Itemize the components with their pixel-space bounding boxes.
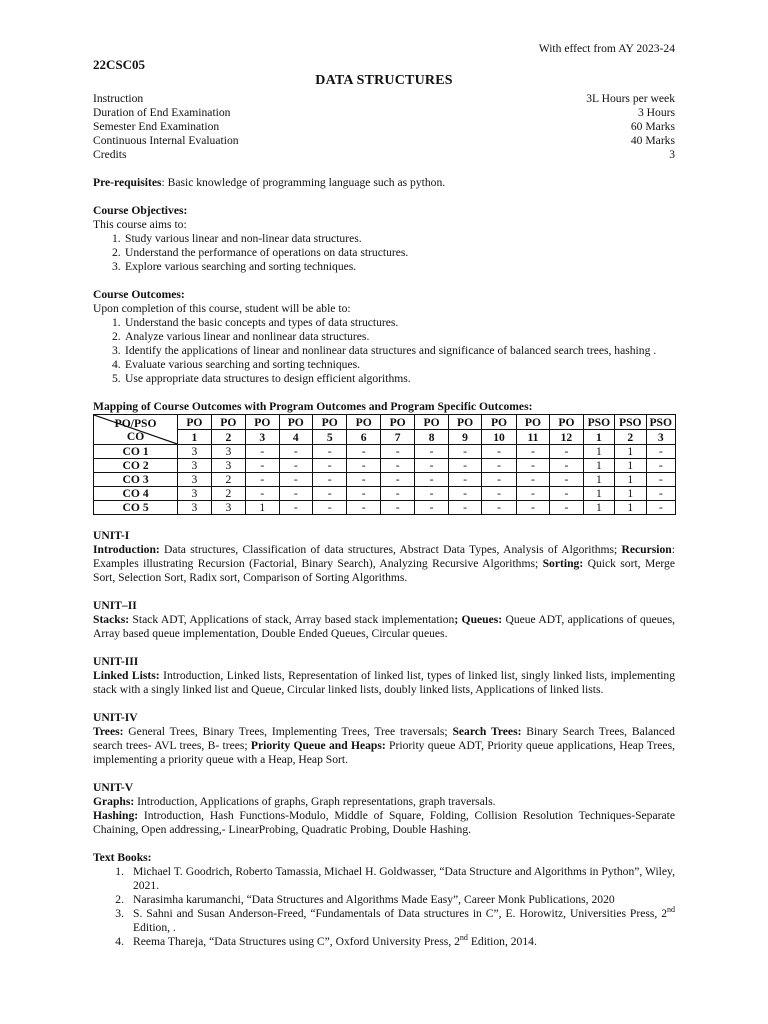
unit-4-title: UNIT-IV — [93, 711, 138, 724]
table-header-row — [94, 430, 676, 445]
table-header-cell: PO — [211, 415, 245, 430]
table-header-cell: PO — [380, 415, 414, 430]
meta-value: 3 — [669, 148, 675, 161]
outcomes-list — [93, 316, 675, 386]
meta-value: 60 Marks — [630, 120, 675, 133]
table-header-cell: 7 — [380, 430, 414, 445]
textbooks-heading: Text Books: — [93, 851, 152, 864]
table-cell: - — [482, 487, 516, 501]
table-cell: 1 — [583, 487, 614, 501]
meta-label: Semester End Examination — [93, 120, 220, 133]
table-cell: 3 — [178, 473, 211, 487]
table-cell: - — [415, 473, 448, 487]
unit-5-content: Graphs: Introduction, Applications of graphs, Graph representations, graph traversals. Hashing: Introduction, Hash Functions-Modulo, Middle of Square, Folding, Collision Resolution Techniques-Separate Chaining, Open addressing,- LinearProbing, Quadratic Probing, Double Hashing. — [93, 795, 675, 836]
table-cell: - — [279, 501, 312, 515]
table-row — [94, 445, 676, 459]
list-item: 2. Understand the performance of operations on data structures. — [112, 246, 409, 259]
list-item: 1. Study various linear and non-linear data structures. — [112, 232, 362, 245]
table-cell: 1 — [615, 487, 646, 501]
table-header-cell: 1 — [583, 430, 614, 445]
list-item: 1. Michael T. Goodrich, Roberto Tamassia, Michael H. Goldwasser, “Data Structure and Algorithms in Python”, Wiley, 2021. — [115, 865, 675, 892]
table-header-cell: PSO — [583, 415, 614, 430]
table-header-cell: PO — [482, 415, 516, 430]
table-cell: - — [246, 459, 279, 473]
table-cell: - — [482, 501, 516, 515]
meta-row-instruction — [93, 92, 675, 106]
table-cell: - — [279, 459, 312, 473]
list-item: 2. Narasimha karumanchi, “Data Structures and Algorithms Made Easy”, Career Monk Publications, 2020 — [115, 893, 615, 906]
unit-2-content: Stacks: Stack ADT, Applications of stack, Array based stack implementation; Queues: Queue ADT, applications of queues, Array based queue implementation, Double Ended Queues, Circular queues. — [93, 613, 676, 640]
meta-row-duration — [93, 106, 675, 120]
list-item: 2. Analyze various linear and nonlinear data structures. — [112, 330, 370, 343]
table-header-cell: PO — [516, 415, 549, 430]
table-row — [94, 501, 676, 515]
table-cell: - — [482, 459, 516, 473]
table-cell: 3 — [211, 445, 245, 459]
table-cell: - — [448, 445, 481, 459]
unit-3-content: Linked Lists: Introduction, Linked lists, Representation of linked list, types of linked list, singly linked lists, implementing stack with a singly linked list and Queue, Circular linked lists, doubly linked lists, Applications of linked lists. — [93, 669, 676, 696]
table-cell: - — [646, 487, 676, 501]
objectives-heading: Course Objectives: — [93, 204, 188, 217]
course-meta — [93, 92, 675, 162]
meta-row-cie — [93, 134, 675, 148]
table-cell: 1 — [246, 501, 279, 515]
table-header-cell: PO — [246, 415, 279, 430]
table-cell: 1 — [615, 473, 646, 487]
course-title: DATA STRUCTURES — [315, 73, 453, 88]
unit-3-title: UNIT-III — [93, 655, 139, 668]
table-cell: - — [516, 459, 549, 473]
table-cell: - — [312, 459, 346, 473]
prereq-text: : Basic knowledge of programming language such as python. — [161, 176, 446, 189]
unit-4-content: Trees: General Trees, Binary Trees, Implementing Trees, Tree traversals; Search Trees: Binary Search Trees, Balanced search trees- AVL trees, B- trees; Priority Queue and Heaps: Priority queue ADT, Priority queue applications, Heap Trees, implementing a priority queue with a Heap, Heap Sort. — [93, 725, 675, 766]
table-cell: - — [448, 473, 481, 487]
list-item: 3. Explore various searching and sorting techniques. — [112, 260, 357, 273]
co-label-cell: CO 3 — [94, 473, 178, 487]
outcomes-heading: Course Outcomes: — [93, 288, 185, 301]
table-header-cell: 2 — [211, 430, 245, 445]
table-cell: - — [380, 473, 414, 487]
table-header-cell: 1 — [178, 430, 211, 445]
table-cell: - — [246, 487, 279, 501]
table-header-cell: PO — [178, 415, 211, 430]
table-cell: - — [516, 501, 549, 515]
table-cell: - — [550, 445, 583, 459]
table-header-cell: PO — [550, 415, 583, 430]
list-item: 3. Identify the applications of linear and nonlinear data structures and significance of balanced search trees, hashing . — [112, 344, 657, 357]
table-cell: 3 — [211, 501, 245, 515]
table-cell: - — [646, 445, 676, 459]
table-cell: - — [380, 501, 414, 515]
table-cell: 3 — [178, 487, 211, 501]
table-cell: 1 — [583, 473, 614, 487]
table-cell: - — [312, 501, 346, 515]
list-item: 5. Use appropriate data structures to design efficient algorithms. — [112, 372, 411, 385]
table-cell: - — [550, 487, 583, 501]
table-cell: - — [279, 445, 312, 459]
table-cell: 1 — [583, 445, 614, 459]
table-cell: - — [415, 459, 448, 473]
table-cell: - — [380, 487, 414, 501]
table-cell: - — [550, 473, 583, 487]
table-cell: - — [646, 501, 676, 515]
table-cell: 2 — [211, 473, 245, 487]
table-row — [94, 459, 676, 473]
table-cell: - — [347, 459, 380, 473]
course-code: 22CSC05 — [93, 57, 146, 72]
table-header-cell: 9 — [448, 430, 481, 445]
effect-note: With effect from AY 2023-24 — [538, 42, 675, 55]
meta-value: 40 Marks — [630, 134, 675, 147]
table-row — [94, 487, 676, 501]
meta-value: 3L Hours per week — [586, 92, 675, 105]
unit-5-title: UNIT-V — [93, 781, 134, 794]
co-po-mapping-table — [93, 414, 676, 515]
table-cell: - — [448, 459, 481, 473]
table-header-cell: 3 — [646, 430, 676, 445]
meta-row-credits — [93, 148, 675, 162]
table-header-cell: PSO — [615, 415, 646, 430]
table-cell: - — [347, 487, 380, 501]
corner-top-label: PO/PSO — [114, 416, 157, 430]
table-cell: - — [448, 501, 481, 515]
table-header-cell: 3 — [246, 430, 279, 445]
table-cell: 3 — [211, 459, 245, 473]
table-cell: - — [347, 501, 380, 515]
list-item: 4. Reema Thareja, “Data Structures using C”, Oxford University Press, 2nd Edition, 2014. — [115, 933, 537, 948]
co-label-cell: CO 5 — [94, 501, 178, 515]
table-cell: - — [516, 473, 549, 487]
table-cell: - — [347, 473, 380, 487]
table-cell: - — [415, 445, 448, 459]
table-cell: - — [279, 487, 312, 501]
table-corner-cell — [94, 415, 178, 445]
table-header-cell: PSO — [646, 415, 676, 430]
table-header-cell: 12 — [550, 430, 583, 445]
table-cell: - — [516, 445, 549, 459]
meta-row-see — [93, 120, 675, 134]
table-cell: 3 — [178, 501, 211, 515]
table-cell: - — [380, 445, 414, 459]
table-header-cell: PO — [279, 415, 312, 430]
table-cell: - — [246, 445, 279, 459]
table-header-cell: 10 — [482, 430, 516, 445]
table-cell: - — [482, 473, 516, 487]
unit-1-content: Introduction: Data structures, Classification of data structures, Abstract Data Types, Analysis of Algorithms; Recursion: Examples illustrating Recursion (Factorial, Binary Search), Analyzing Recursive Algorithms; Sorting: Quick sort, Merge Sort, Selection Sort, Radix sort, Comparison of Sorting Algorithms. — [93, 543, 675, 584]
table-cell: 1 — [583, 501, 614, 515]
table-header-cell: 6 — [347, 430, 380, 445]
table-header-cell: 2 — [615, 430, 646, 445]
table-cell: 1 — [583, 459, 614, 473]
table-cell: - — [646, 473, 676, 487]
table-cell: - — [246, 473, 279, 487]
unit-1-title: UNIT-I — [93, 529, 130, 542]
unit-2-title: UNIT–II — [93, 599, 137, 612]
table-cell: - — [415, 487, 448, 501]
co-label-cell: CO 2 — [94, 459, 178, 473]
table-cell: - — [448, 487, 481, 501]
table-header-cell: PO — [415, 415, 448, 430]
mapping-heading: Mapping of Course Outcomes with Program Outcomes and Program Specific Outcomes: — [93, 400, 533, 413]
textbooks-list — [93, 865, 675, 949]
table-cell: - — [380, 459, 414, 473]
table-header-cell: 5 — [312, 430, 346, 445]
co-label-cell: CO 4 — [94, 487, 178, 501]
table-cell: - — [482, 445, 516, 459]
list-item: 4. Evaluate various searching and sorting techniques. — [112, 358, 361, 371]
table-cell: - — [312, 473, 346, 487]
table-header-cell: 4 — [279, 430, 312, 445]
table-cell: - — [550, 459, 583, 473]
table-cell: - — [347, 445, 380, 459]
objectives-list — [93, 232, 675, 274]
table-header-row — [94, 415, 676, 430]
list-item: 3. S. Sahni and Susan Anderson-Freed, “Fundamentals of Data structures in C”, E. Horowitz, Universities Press, 2nd Edition, . — [115, 905, 675, 934]
table-cell: - — [312, 445, 346, 459]
meta-value: 3 Hours — [637, 106, 675, 119]
table-cell: 2 — [211, 487, 245, 501]
list-item: 1. Understand the basic concepts and types of data structures. — [112, 316, 399, 329]
table-header-cell: PO — [312, 415, 346, 430]
table-header-cell: 11 — [516, 430, 549, 445]
meta-label: Instruction — [93, 92, 144, 105]
table-cell: 3 — [178, 445, 211, 459]
table-cell: 3 — [178, 459, 211, 473]
table-cell: - — [279, 473, 312, 487]
table-cell: 1 — [615, 445, 646, 459]
outcomes-intro: Upon completion of this course, student will be able to: — [93, 302, 351, 315]
prereq-label: Pre-requisites — [93, 176, 162, 189]
objectives-intro: This course aims to: — [93, 218, 187, 231]
meta-label: Duration of End Examination — [93, 106, 231, 119]
table-row — [94, 473, 676, 487]
table-header-cell: 8 — [415, 430, 448, 445]
table-cell: - — [550, 501, 583, 515]
co-label-cell: CO 1 — [94, 445, 178, 459]
meta-label: Continuous Internal Evaluation — [93, 134, 239, 147]
meta-label: Credits — [93, 148, 127, 161]
corner-bottom-label: CO — [126, 429, 145, 443]
table-header-cell: PO — [347, 415, 380, 430]
table-header-cell: PO — [448, 415, 481, 430]
prerequisites — [93, 176, 675, 190]
table-cell: 1 — [615, 459, 646, 473]
table-cell: - — [516, 487, 549, 501]
table-cell: - — [415, 501, 448, 515]
table-cell: - — [312, 487, 346, 501]
table-cell: - — [646, 459, 676, 473]
syllabus-page — [93, 40, 675, 949]
table-cell: 1 — [615, 501, 646, 515]
